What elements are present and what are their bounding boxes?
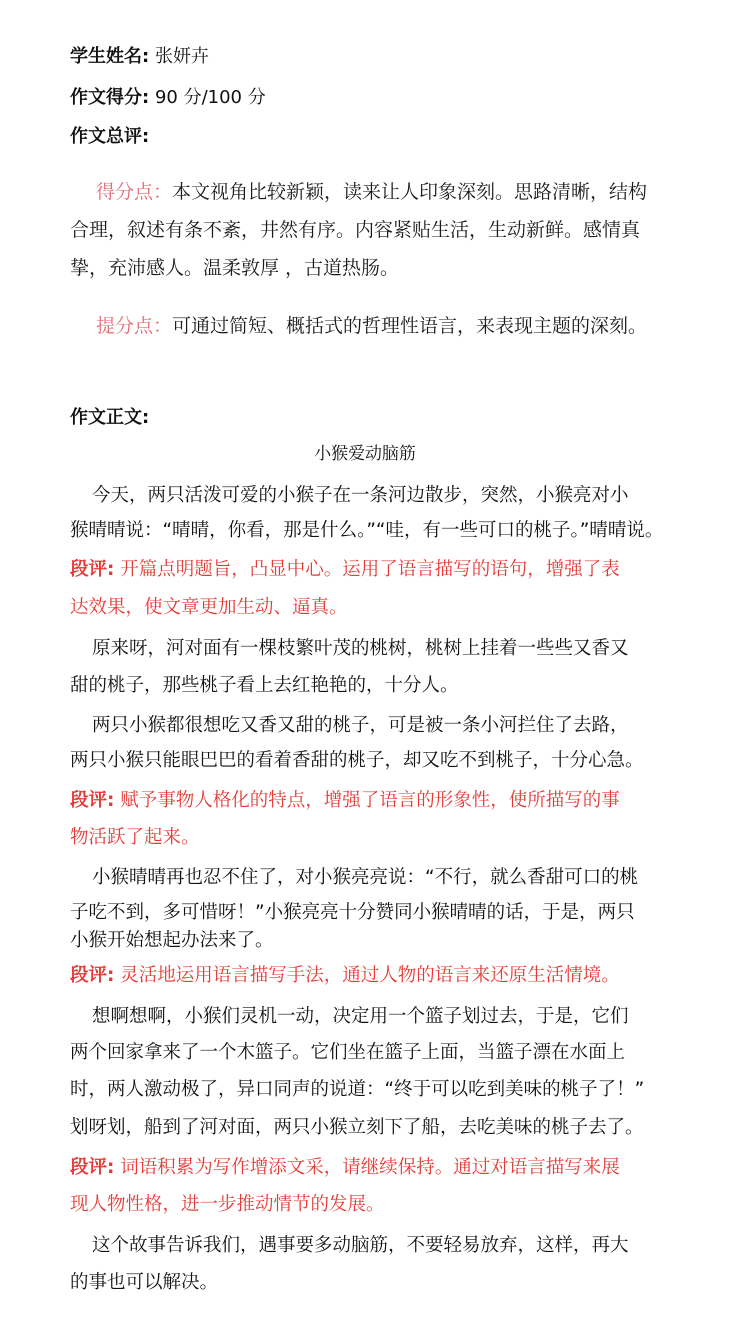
comment-label: 段评: (70, 1157, 115, 1178)
comment-5-text-1: 词语积累为写作增添文采，请继续保持。通过对语言描写来展 (120, 1157, 620, 1178)
comment-label: 段评: (70, 559, 115, 580)
paragraph-4-line-3: 小猴开始想起办法来了。 (70, 930, 274, 951)
comment-label: 段评: (70, 790, 115, 811)
good-points-line-2: 合理，叙述有条不紊，井然有序。内容紧贴生活，生动新鲜。感情真 (70, 219, 641, 241)
paragraph-6-line-1: 这个故事告诉我们，遇事要多动脑筋，不要轻易放弃，这样，再大 (92, 1235, 629, 1256)
score-row (70, 83, 266, 109)
score-value: 90 分/100 分 (154, 87, 266, 108)
improve-points-line (96, 311, 647, 338)
comment-1-line-2: 达效果，使文章更加生动、逼真。 (70, 597, 348, 618)
good-points-line-3: 挚，充沛感人。温柔敦厚 ，古道热肠。 (70, 257, 400, 279)
comment-5-line-2: 现人物性格，进一步推动情节的发展。 (70, 1194, 385, 1215)
comment-label: 段评: (70, 965, 115, 986)
comment-5-line-1 (70, 1153, 620, 1179)
comment-4-line-1 (70, 961, 620, 987)
comment-3-text-1: 赋予事物人格化的特点，增强了语言的形象性，使所描写的事 (120, 790, 620, 811)
improve-points-text: 可通过简短、概括式的哲理性语言，来表现主题的深刻。 (172, 315, 648, 337)
improve-points-label: 提分点： (96, 315, 173, 337)
paragraph-3-line-2: 两只小猴只能眼巴巴的看着香甜的桃子，却又吃不到桃子，十分心急。 (70, 750, 644, 771)
paragraph-6-line-2: 的事也可以解决。 (70, 1272, 219, 1293)
paragraph-5-line-3: 时，两人激动极了，异口同声的说道：“终于可以吃到美味的桃子了！” (70, 1079, 645, 1100)
comment-1-text-1: 开篇点明题旨，凸显中心。运用了语言描写的语句，增强了表 (120, 559, 620, 580)
paragraph-2-line-1: 原来呀，河对面有一棵枝繁叶茂的桃树，桃树上挂着一些些又香又 (92, 638, 629, 659)
paragraph-4-line-2: 子吃不到，多可惜呀！”小猴亮亮十分赞同小猴晴晴的话，于是，两只 (70, 902, 635, 923)
comment-3-line-1 (70, 786, 620, 812)
good-points-label: 得分点： (96, 181, 173, 203)
paragraph-1-line-2: 猴晴晴说：“晴晴，你看，那是什么。”“哇，有一些可口的桃子。”晴晴说。 (70, 520, 664, 541)
essay-title: 小猴爱动脑筋 (314, 443, 416, 463)
paragraph-5-line-4: 划呀划，船到了河对面，两只小猴立刻下了船，去吃美味的桃子去了。 (70, 1117, 644, 1138)
student-name-value: 张妍卉 (154, 46, 209, 67)
review-heading: 作文总评: (70, 126, 150, 147)
good-points-text-1: 本文视角比较新颖，读来让人印象深刻。思路清晰，结构 (172, 181, 648, 203)
paragraph-5-line-1: 想啊想啊，小猴们灵机一动，决定用一个篮子划过去，于是，它们 (92, 1006, 629, 1027)
comment-3-line-2: 物活跃了起来。 (70, 827, 200, 848)
paragraph-2-line-2: 甜的桃子，那些桃子看上去红艳艳的，十分人。 (70, 675, 459, 696)
score-label: 作文得分: (70, 87, 150, 108)
paragraph-1-line-1: 今天，两只活泼可爱的小猴子在一条河边散步，突然，小猴亮对小 (92, 485, 629, 506)
paragraph-5-line-2: 两个回家拿来了一个木篮子。它们坐在篮子上面，当篮子漂在水面上 (70, 1042, 626, 1063)
student-name-label: 学生姓名: (70, 46, 150, 67)
comment-1-line-1 (70, 555, 620, 581)
essay-heading: 作文正文: (70, 407, 150, 428)
paragraph-3-line-1: 两只小猴都很想吃又香又甜的桃子，可是被一条小河拦住了去路， (92, 715, 629, 736)
student-name-row (70, 42, 209, 68)
good-points-line-1 (96, 177, 647, 204)
paragraph-4-line-1: 小猴晴晴再也忍不住了，对小猴亮亮说：“不行，就么香甜可口的桃 (92, 867, 639, 888)
comment-4-text-1: 灵活地运用语言描写手法，通过人物的语言来还原生活情境。 (120, 965, 620, 986)
